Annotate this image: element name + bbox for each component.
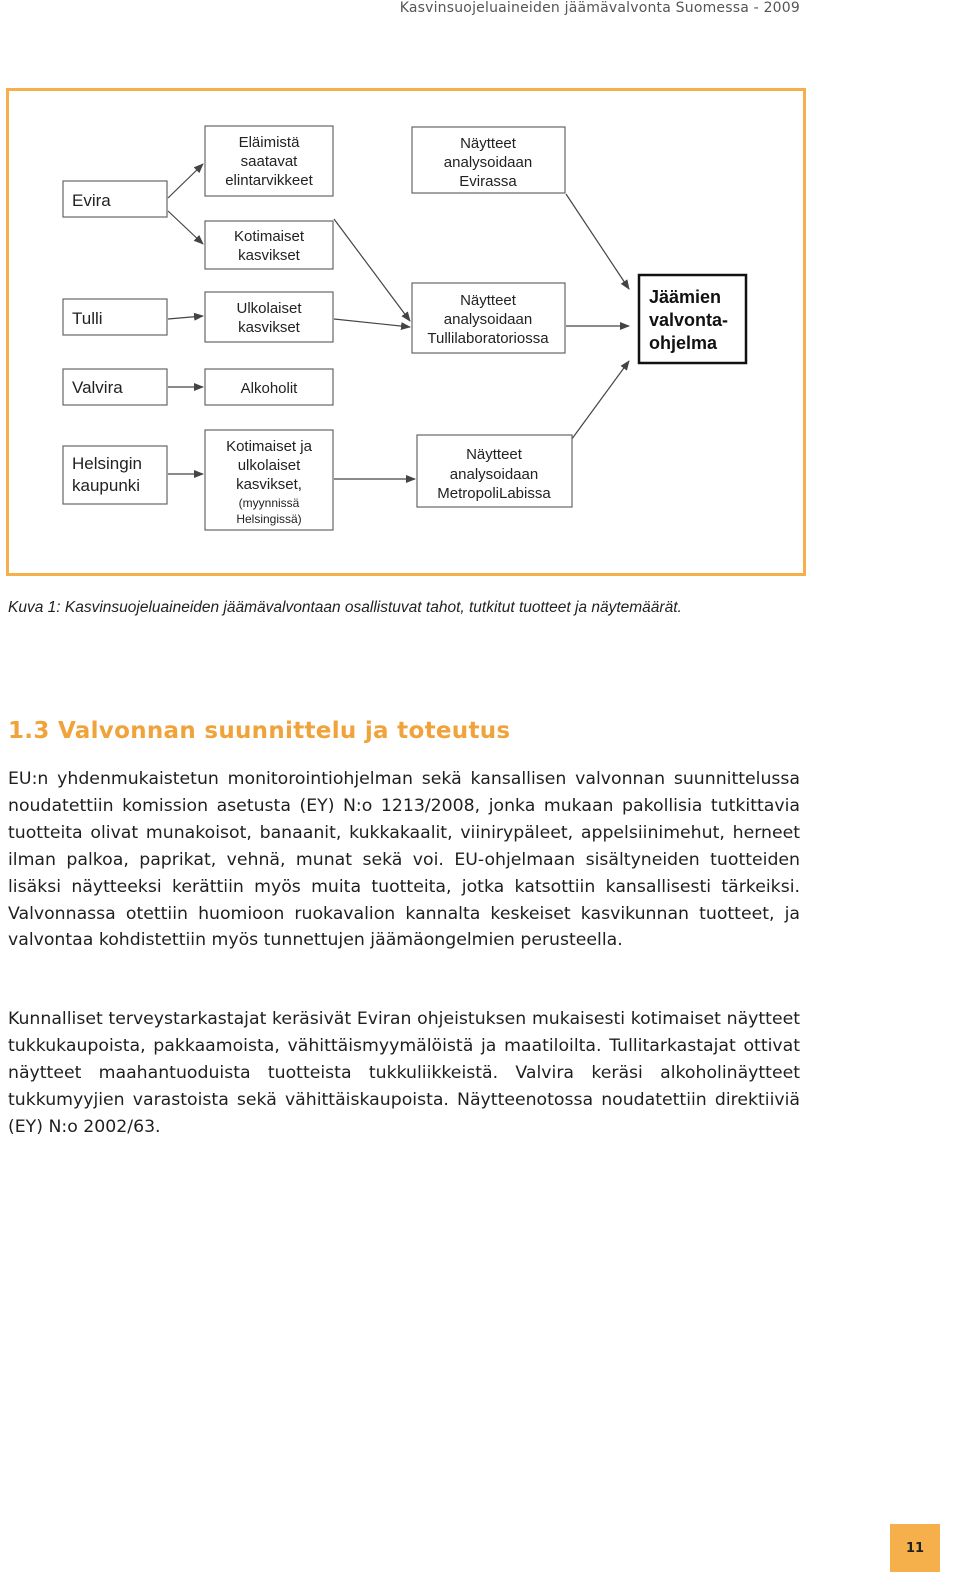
flow-diagram: [9, 91, 803, 573]
arrow-tulli-foreign: [168, 316, 203, 319]
arrow-metropolilab-program: [566, 361, 629, 447]
svg-text:Alkoholit: Alkoholit: [240, 380, 298, 397]
page-number: 11: [890, 1524, 940, 1572]
svg-text:Ulkolaiset: Ulkolaiset: [236, 300, 302, 317]
body-paragraph: EU:n yhdenmukaistetun monitorointiohjelman sekä kansallisen valvonnan suunnittelussa noudatettiin komission asetusta (EY) N:o 1213/2008, jonka mukaan pakollisia tutkittavia tuotteita olivat munakoisot, banaanit, kukkakaalit, viinirypäleet, appelsiinimehut, herneet ilman palkoa, paprikat, vehnä, munat sekä voi. EU-ohjelmaan sisältyneiden tuotteiden lisäksi näytteeksi kerättiin myös muita tuotteita, jotka katsottiin kansallisesti tärkeiksi. Valvonnassa otettiin huomioon ruokavalion kannalta keskeiset kasvikunnan tuotteet, ja valvontaa kohdistettiin myös tunnettujen jäämäongelmien perusteella.: [8, 769, 800, 951]
svg-text:Näytteet: Näytteet: [466, 446, 522, 463]
svg-text:Valvira: Valvira: [72, 378, 123, 397]
figure-caption: Kuva 1: Kasvinsuojeluaineiden jäämävalvontaan osallistuvat tahot, tutkitut tuotteet ja näytemäärät.: [8, 599, 682, 616]
body-paragraph: Kunnalliset terveystarkastajat keräsivät Eviran ohjeistuksen mukaisesti kotimaiset näytteet tukkukaupoista, pakkaamoista, vähittäismyymälöistä ja maatiloilta. Tullitarkastajat ottivat näytteet maahantuoduista tuotteista tukkuliikkeistä. Valvira keräsi alkoholinäytteet tukkumyyjien varastoista sekä vähittäiskaupoista. Näytteenotossa noudatettiin direktiiviä (EY) N:o 2002/63.: [8, 1009, 800, 1137]
svg-text:Näytteet: Näytteet: [460, 292, 516, 309]
svg-text:kasvikset: kasvikset: [238, 247, 300, 264]
svg-text:elintarvikkeet: elintarvikkeet: [225, 172, 313, 189]
svg-text:(myynnissä: (myynnissä: [238, 496, 300, 510]
product-alcohol: [205, 369, 333, 405]
svg-text:Tulli: Tulli: [72, 309, 103, 328]
svg-text:saatavat: saatavat: [240, 153, 298, 170]
svg-text:analysoidaan: analysoidaan: [443, 311, 533, 328]
agency-tulli: [63, 299, 167, 335]
arrow-eviralab-program: [566, 194, 629, 289]
residue-program: [639, 275, 746, 363]
lab-evira: [412, 127, 565, 193]
svg-text:MetropoliLabissa: MetropoliLabissa: [437, 485, 551, 502]
svg-text:valvonta-: valvonta-: [649, 310, 729, 330]
svg-text:Helsingissä): Helsingissä): [236, 512, 302, 526]
section-heading: 1.3 Valvonnan suunnittelu ja toteutus: [8, 718, 511, 744]
product-domestic-plants: [205, 221, 333, 269]
svg-text:Kotimaiset: Kotimaiset: [233, 228, 305, 245]
svg-text:Tullilaboratoriossa: Tullilaboratoriossa: [427, 330, 549, 347]
product-foreign-plants: [205, 292, 333, 342]
flow-diagram-frame: [6, 88, 806, 576]
running-header: Kasvinsuojeluaineiden jäämävalvonta Suomessa - 2009: [399, 0, 800, 16]
svg-text:Kotimaiset ja: Kotimaiset ja: [226, 438, 312, 455]
svg-text:Evira: Evira: [72, 191, 111, 210]
svg-text:kasvikset: kasvikset: [238, 319, 300, 336]
agency-evira: [63, 181, 167, 217]
agency-valvira: [63, 369, 167, 405]
svg-text:analysoidaan: analysoidaan: [449, 466, 539, 483]
svg-text:Näytteet: Näytteet: [460, 135, 516, 152]
svg-text:ohjelma: ohjelma: [649, 333, 718, 353]
svg-text:analysoidaan: analysoidaan: [443, 154, 533, 171]
svg-text:kaupunki: kaupunki: [72, 476, 141, 495]
svg-text:Jäämien: Jäämien: [649, 287, 722, 307]
svg-text:Helsingin: Helsingin: [72, 454, 142, 473]
arrow-evira-domestic: [168, 211, 203, 244]
arrow-foreign-customslab: [334, 319, 410, 327]
product-animal-foods: [205, 126, 333, 196]
lab-customs: [412, 283, 565, 353]
svg-text:Evirassa: Evirassa: [459, 173, 517, 190]
arrow-evira-animal: [168, 164, 203, 198]
svg-text:kasvikset,: kasvikset,: [236, 476, 302, 493]
agency-helsinki: [63, 446, 167, 504]
lab-metropoli: [417, 435, 572, 507]
svg-text:ulkolaiset: ulkolaiset: [237, 457, 301, 474]
svg-text:Eläimistä: Eläimistä: [238, 134, 300, 151]
arrow-domestic-customslab: [334, 219, 410, 321]
product-helsinki-plants: [205, 430, 333, 530]
